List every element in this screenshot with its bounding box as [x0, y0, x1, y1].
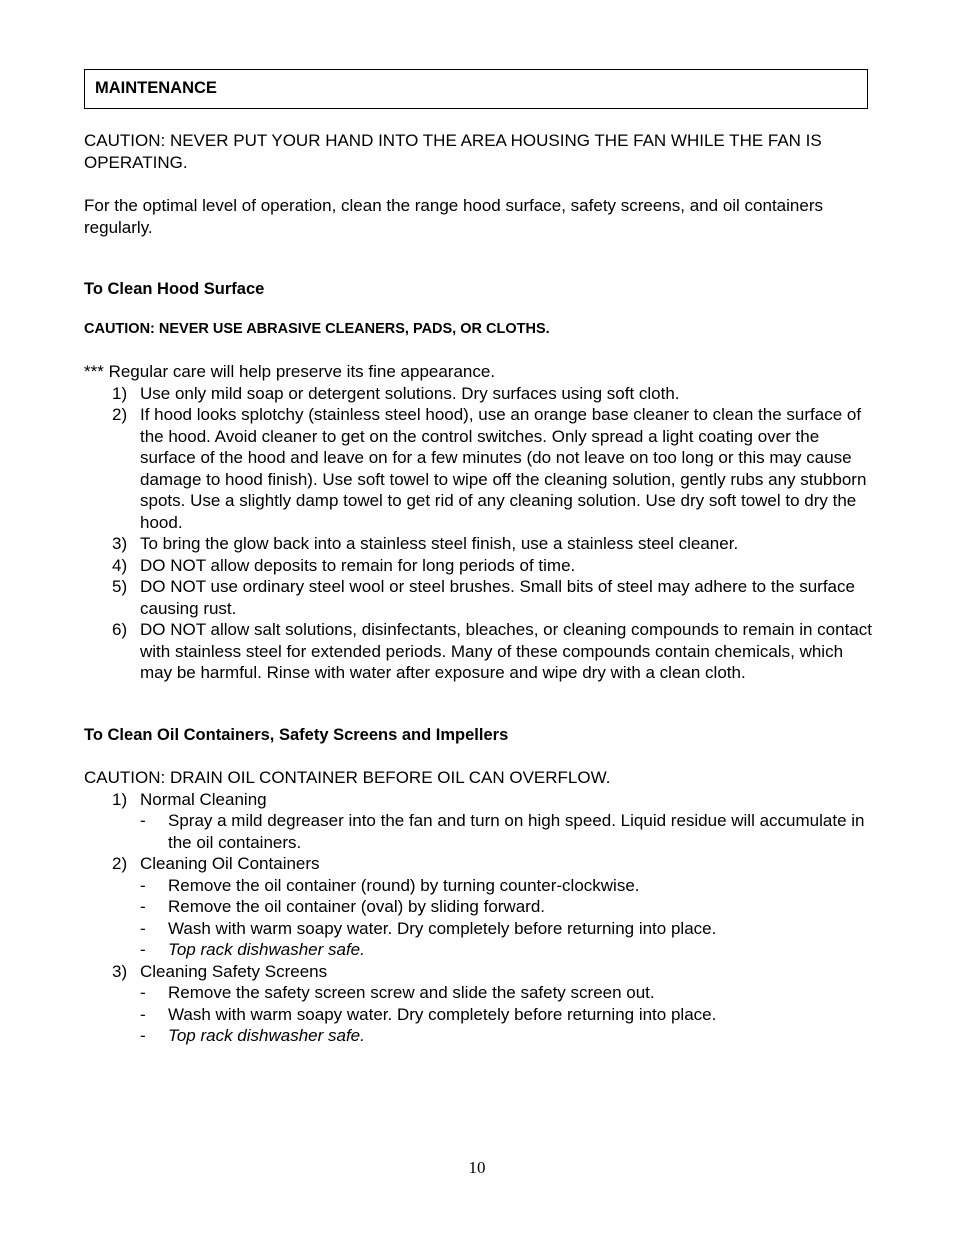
list-item	[112, 404, 874, 533]
list-item	[112, 619, 874, 684]
dash-mark: -	[140, 875, 146, 895]
care-note: *** Regular care will help preserve its fine appearance.	[84, 362, 496, 381]
step-text: DO NOT allow deposits to remain for long periods of time.	[140, 555, 576, 575]
sub-item-text: Top rack dishwasher safe.	[168, 1026, 365, 1045]
step-text: Use only mild soap or detergent solutions. Dry surfaces using soft cloth.	[140, 383, 680, 403]
sub-item	[140, 982, 874, 1004]
step-number: 1)	[112, 789, 128, 809]
sub-item-text: Spray a mild degreaser into the fan and turn on high speed. Liquid residue will accumulate in the oil containers.	[168, 811, 865, 852]
dash-mark: -	[140, 940, 146, 959]
step-title: Normal Cleaning	[140, 789, 267, 809]
sub-list	[140, 810, 874, 853]
step-number: 2)	[112, 854, 128, 873]
sub-list	[140, 982, 874, 1047]
step-number: 3)	[112, 961, 128, 981]
sub-item	[140, 1004, 874, 1026]
list-item	[112, 789, 874, 854]
sub-item	[140, 810, 874, 853]
dash-mark: -	[140, 897, 146, 916]
sub-item	[140, 918, 874, 940]
list-item	[112, 555, 874, 577]
hood-heading: To Clean Hood Surface	[84, 280, 265, 298]
oil-heading: To Clean Oil Containers, Safety Screens and Impellers	[84, 725, 509, 744]
sub-item-text: Wash with warm soapy water. Dry completely before returning into place.	[168, 918, 717, 938]
page-number: 10	[468, 1158, 486, 1177]
step-text: DO NOT allow salt solutions, disinfectants, bleaches, or cleaning compounds to remain in contact with stainless steel for extended periods. Many of these compounds contain chemicals, which may be harmful. Rinse with water after exposure and wipe dry with a clean cloth.	[140, 620, 872, 682]
step-title: Cleaning Safety Screens	[140, 961, 328, 981]
dash-mark: -	[140, 983, 146, 1002]
intro-paragraph: For the optimal level of operation, clean the range hood surface, safety screens, and oil containers regularly.	[84, 196, 823, 237]
sub-item-text: Remove the oil container (oval) by sliding forward.	[168, 897, 546, 916]
list-item	[112, 961, 874, 1047]
step-number: 4)	[112, 555, 128, 575]
oil-caution: CAUTION: DRAIN OIL CONTAINER BEFORE OIL CAN OVERFLOW.	[84, 768, 611, 787]
list-item	[112, 533, 874, 555]
sub-list	[140, 875, 874, 961]
sub-item-text: Remove the safety screen screw and slide the safety screen out.	[168, 983, 655, 1002]
step-text: If hood looks splotchy (stainless steel hood), use an orange base cleaner to clean the surface of the hood. Avoid cleaner to get on the control switches. Only spread a light coating over the surface of the hood and leave on for a few minutes (do not leave on too long or this may cause damage to hood finish). Use soft towel to wipe off the cleaning solution, gently rubs any stubborn spots. Use a slightly damp towel to get rid of any cleaning solution. Use dry soft towel to dry the hood.	[140, 405, 867, 532]
hood-steps-list	[84, 383, 874, 684]
step-text: To bring the glow back into a stainless steel finish, use a stainless steel cleaner.	[140, 534, 739, 553]
section-title: MAINTENANCE	[95, 79, 217, 98]
step-text: DO NOT use ordinary steel wool or steel brushes. Small bits of steel may adhere to the surface causing rust.	[140, 577, 855, 618]
step-number: 2)	[112, 405, 128, 424]
list-item	[112, 576, 874, 619]
step-number: 6)	[112, 620, 128, 639]
dash-mark: -	[140, 811, 146, 830]
section-title-box	[84, 69, 868, 109]
sub-item-text: Wash with warm soapy water. Dry completely before returning into place.	[168, 1004, 717, 1024]
sub-item-text: Top rack dishwasher safe.	[168, 940, 365, 959]
step-title: Cleaning Oil Containers	[140, 854, 320, 873]
sub-item	[140, 939, 874, 961]
step-number: 1)	[112, 383, 128, 403]
sub-item-text: Remove the oil container (round) by turning counter-clockwise.	[168, 875, 640, 895]
document-page	[84, 69, 874, 1047]
list-item	[112, 853, 874, 961]
dash-mark: -	[140, 1004, 146, 1024]
dash-mark: -	[140, 1026, 146, 1045]
sub-item	[140, 896, 874, 918]
sub-item	[140, 875, 874, 897]
step-number: 5)	[112, 577, 128, 596]
step-number: 3)	[112, 534, 128, 553]
list-item	[112, 383, 874, 405]
sub-item	[140, 1025, 874, 1047]
caution-fan: CAUTION: NEVER PUT YOUR HAND INTO THE AREA HOUSING THE FAN WHILE THE FAN IS OPERATING.	[84, 131, 822, 172]
oil-steps-list	[84, 789, 874, 1047]
dash-mark: -	[140, 918, 146, 938]
hood-caution: CAUTION: NEVER USE ABRASIVE CLEANERS, PADS, OR CLOTHS.	[84, 320, 550, 337]
